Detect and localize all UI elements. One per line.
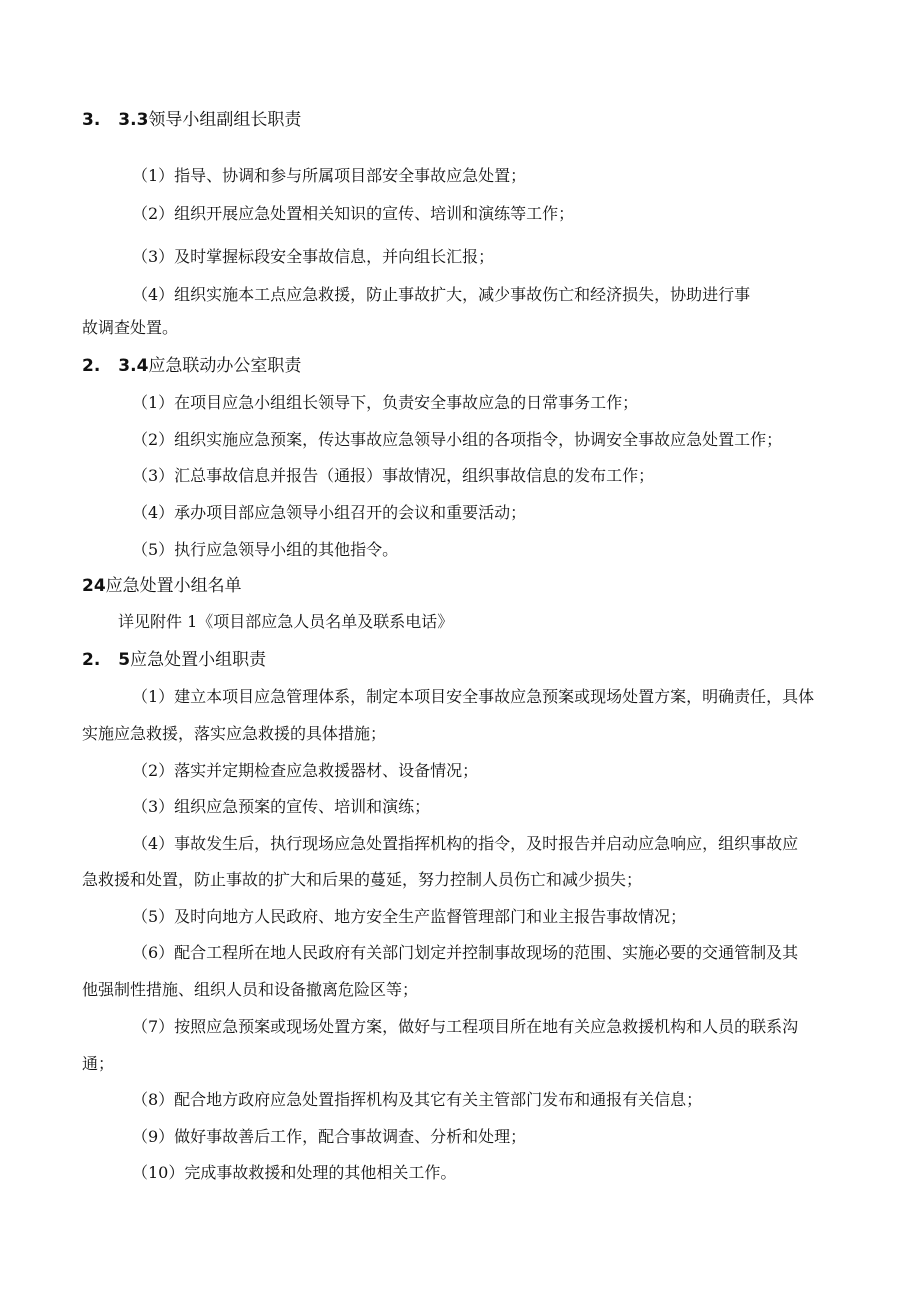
subsection-number: 3.4 bbox=[118, 356, 149, 376]
paragraph-line: （7）按照应急预案或现场处置方案，做好与工程项目所在地有关应急救援机构和人员的联系沟 bbox=[132, 1017, 799, 1036]
paragraph-line: （3）汇总事故信息并报告（通报）事故情况，组织事故信息的发布工作； bbox=[132, 466, 655, 485]
paragraph-line: （2）落实并定期检查应急救援器材、设备情况； bbox=[132, 761, 479, 780]
paragraph-line: 他强制性措施、组织人员和设备撤离危险区等； bbox=[82, 980, 419, 999]
paragraph-line: （5）执行应急领导小组的其他指令。 bbox=[132, 540, 399, 559]
paragraph-line: （10）完成事故救援和处理的其他相关工作。 bbox=[132, 1163, 457, 1182]
paragraph-line: 详见附件 1《项目部应急人员名单及联系电话》 bbox=[118, 612, 454, 631]
section-heading bbox=[82, 576, 242, 596]
section-title: 应急处置小组名单 bbox=[105, 576, 242, 596]
paragraph-line: 故调查处置。 bbox=[82, 318, 179, 337]
paragraph-line: （3）组织应急预案的宣传、培训和演练； bbox=[132, 797, 431, 816]
paragraph-line: （9）做好事故善后工作，配合事故调查、分析和处理； bbox=[132, 1127, 527, 1146]
paragraph-line: （2）组织实施应急预案，传达事故应急领导小组的各项指令，协调安全事故应急处置工作； bbox=[132, 430, 783, 449]
paragraph-line: （4）承办项目部应急领导小组召开的会议和重要活动； bbox=[132, 503, 527, 522]
section-heading bbox=[82, 650, 266, 670]
paragraph-line: （1）建立本项目应急管理体系，制定本项目安全事故应急预案或现场处置方案，明确责任，具体 bbox=[132, 687, 815, 706]
paragraph-line: （6）配合工程所在地人民政府有关部门划定并控制事故现场的范围、实施必要的交通管制及其 bbox=[132, 943, 799, 962]
paragraph-line: （8）配合地方政府应急处置指挥机构及其它有关主管部门发布和通报有关信息； bbox=[132, 1090, 703, 1109]
paragraph-line: （3）及时掌握标段安全事故信息，并向组长汇报； bbox=[132, 247, 495, 266]
paragraph-line: （5）及时向地方人民政府、地方安全生产监督管理部门和业主报告事故情况； bbox=[132, 907, 687, 926]
paragraph-line: （4）事故发生后，执行现场应急处置指挥机构的指令，及时报告并启动应急响应，组织事故应 bbox=[132, 834, 799, 853]
subsection-number: 5 bbox=[118, 650, 131, 670]
paragraph-line: （4）组织实施本工点应急救援，防止事故扩大，减少事故伤亡和经济损失，协助进行事 bbox=[132, 285, 751, 304]
section-heading bbox=[82, 356, 301, 376]
section-title: 领导小组副组长职责 bbox=[148, 110, 302, 130]
section-number: 3. bbox=[82, 110, 101, 130]
paragraph-line: 通； bbox=[82, 1054, 115, 1073]
paragraph-line: （1）指导、协调和参与所属项目部安全事故应急处置； bbox=[132, 166, 527, 185]
section-title: 应急联动办公室职责 bbox=[148, 356, 302, 376]
paragraph-line: 急救援和处置，防止事故的扩大和后果的蔓延，努力控制人员伤亡和减少损失； bbox=[82, 870, 643, 889]
section-heading bbox=[82, 110, 301, 130]
subsection-number: 3.3 bbox=[118, 110, 149, 130]
paragraph-line: （1）在项目应急小组组长领导下，负责安全事故应急的日常事务工作； bbox=[132, 393, 639, 412]
paragraph-line: （2）组织开展应急处置相关知识的宣传、培训和演练等工作； bbox=[132, 204, 575, 223]
section-number: 24 bbox=[82, 576, 106, 596]
section-title: 应急处置小组职责 bbox=[130, 650, 267, 670]
paragraph-line: 实施应急救援，落实应急救援的具体措施； bbox=[82, 724, 387, 743]
section-number: 2. bbox=[82, 356, 101, 376]
section-number: 2. bbox=[82, 650, 101, 670]
